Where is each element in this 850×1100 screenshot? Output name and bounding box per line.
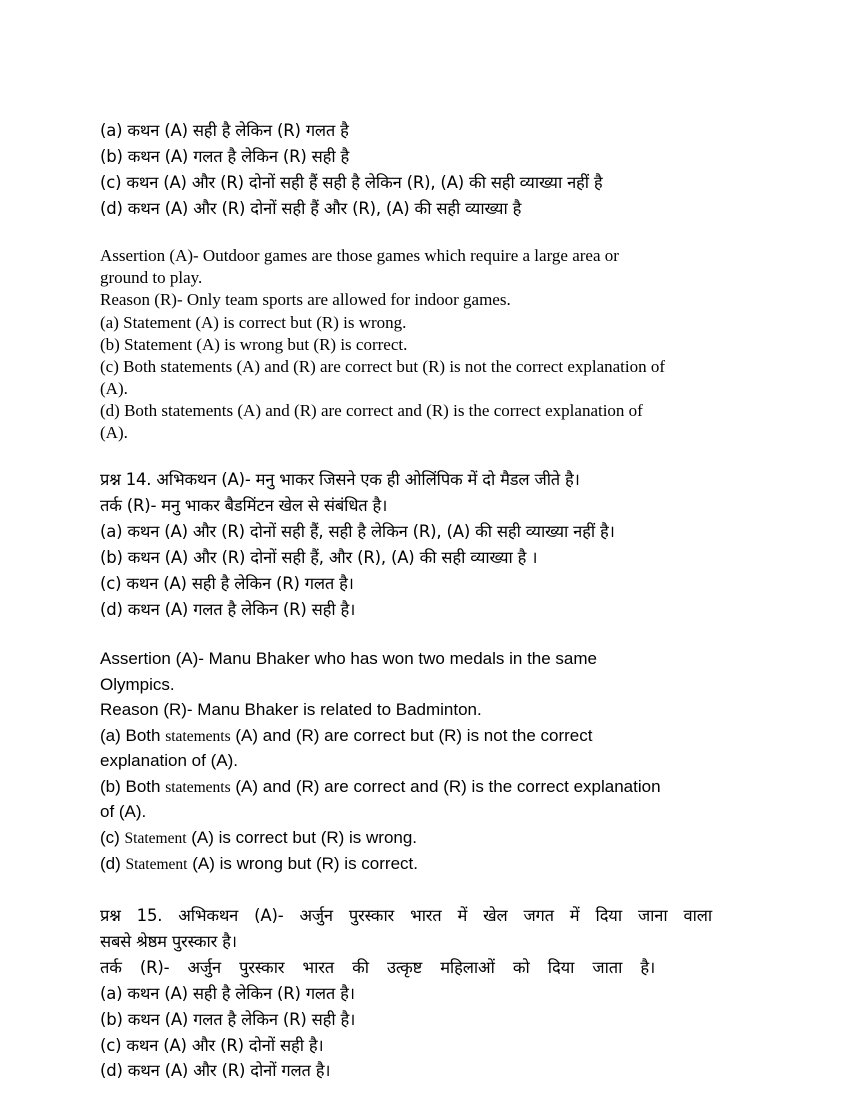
q15-hindi-option-d: (d) कथन (A) और (R) दोनों गलत है। xyxy=(100,1061,331,1080)
q14-option-a-word: statements xyxy=(165,728,231,745)
q13-option-a: (a) Statement (A) is correct but (R) is wrong. xyxy=(100,313,407,332)
q13-hindi-option-c: (c) कथन (A) और (R) दोनों सही हैं सही है लेकिन (R), (A) की सही व्याख्या नहीं है xyxy=(100,173,603,192)
q14-assertion-line-2: Olympics. xyxy=(100,675,175,694)
q13-option-c-line-2: (A). xyxy=(100,379,128,398)
q14-option-b-line-1 xyxy=(100,777,661,797)
q14-option-b-rest: (A) and (R) are correct and (R) is the correct explanation xyxy=(230,777,661,796)
q13-option-b: (b) Statement (A) is wrong but (R) is correct. xyxy=(100,335,408,354)
q13-option-c-line-1: (c) Both statements (A) and (R) are correct but (R) is not the correct explanation of xyxy=(100,357,666,376)
q14-option-c-word: Statement xyxy=(124,830,187,847)
q14-hindi-reason: तर्क (R)- मनु भाकर बैडमिंटन खेल से संबंधित है। xyxy=(100,496,388,515)
q14-hindi-option-d: (d) कथन (A) गलत है लेकिन (R) सही है। xyxy=(100,600,356,619)
q14-option-d-label: (d) xyxy=(100,854,126,873)
q13-option-d-line-1: (d) Both statements (A) and (R) are correct and (R) is the correct explanation of xyxy=(100,401,643,420)
q14-option-b-word: statements xyxy=(165,779,231,796)
q14-option-a-label: (a) Both xyxy=(100,726,166,745)
q13-reason: Reason (R)- Only team sports are allowed for indoor games. xyxy=(100,290,511,309)
q14-option-d xyxy=(100,854,418,874)
q14-option-a-line-2: explanation of (A). xyxy=(100,751,238,770)
q14-option-a-rest: (A) and (R) are correct but (R) is not the correct xyxy=(230,726,593,745)
q14-option-b-line-2: of (A). xyxy=(100,802,147,821)
q15-hindi-option-c: (c) कथन (A) और (R) दोनों सही है। xyxy=(100,1036,324,1055)
q13-hindi-option-b: (b) कथन (A) गलत है लेकिन (R) सही है xyxy=(100,147,350,166)
q15-hindi-reason: तर्क (R)- अर्जुन पुरस्कार भारत की उत्कृष्ट महिलाओं को दिया जाता है। xyxy=(100,958,655,977)
q14-option-d-word: Statement xyxy=(125,856,188,873)
q14-hindi-option-c: (c) कथन (A) सही है लेकिन (R) गलत है। xyxy=(100,574,354,593)
q14-option-c-label: (c) xyxy=(100,828,125,847)
q14-hindi-assertion: प्रश्न 14. अभिकथन (A)- मनु भाकर जिसने एक ही ओलिंपिक में दो मैडल जीते है। xyxy=(100,470,580,489)
q15-hindi-assertion-line-2: सबसे श्रेष्ठम पुरस्कार है। xyxy=(100,932,237,951)
q13-assertion-line-2: ground to play. xyxy=(100,268,203,287)
q13-option-d-line-2: (A). xyxy=(100,423,128,442)
q14-option-d-rest: (A) is wrong but (R) is correct. xyxy=(187,854,418,873)
q14-reason: Reason (R)- Manu Bhaker is related to Badminton. xyxy=(100,700,482,719)
q14-option-b-label: (b) Both xyxy=(100,777,166,796)
q13-hindi-option-d: (d) कथन (A) और (R) दोनों सही हैं और (R), (A) की सही व्याख्या है xyxy=(100,199,522,218)
q15-hindi-option-a: (a) कथन (A) सही है लेकिन (R) गलत है। xyxy=(100,984,355,1003)
q14-hindi-option-a: (a) कथन (A) और (R) दोनों सही हैं, सही है लेकिन (R), (A) की सही व्याख्या नहीं है। xyxy=(100,522,615,541)
q13-assertion-line-1: Assertion (A)- Outdoor games are those games which require a large area or xyxy=(100,246,619,265)
q15-hindi-option-b: (b) कथन (A) गलत है लेकिन (R) सही है। xyxy=(100,1010,356,1029)
q14-hindi-option-b: (b) कथन (A) और (R) दोनों सही हैं, और (R), (A) की सही व्याख्या है । xyxy=(100,548,538,567)
q14-option-c xyxy=(100,828,417,848)
q14-option-c-rest: (A) is correct but (R) is wrong. xyxy=(186,828,418,847)
q14-option-a-line-1 xyxy=(100,726,592,746)
q13-hindi-option-a: (a) कथन (A) सही है लेकिन (R) गलत है xyxy=(100,121,349,140)
q15-hindi-assertion-line-1: प्रश्न 15. अभिकथन (A)- अर्जुन पुरस्कार भारत में खेल जगत में दिया जाना वाला xyxy=(100,906,712,925)
q14-assertion-line-1: Assertion (A)- Manu Bhaker who has won two medals in the same xyxy=(100,649,598,668)
